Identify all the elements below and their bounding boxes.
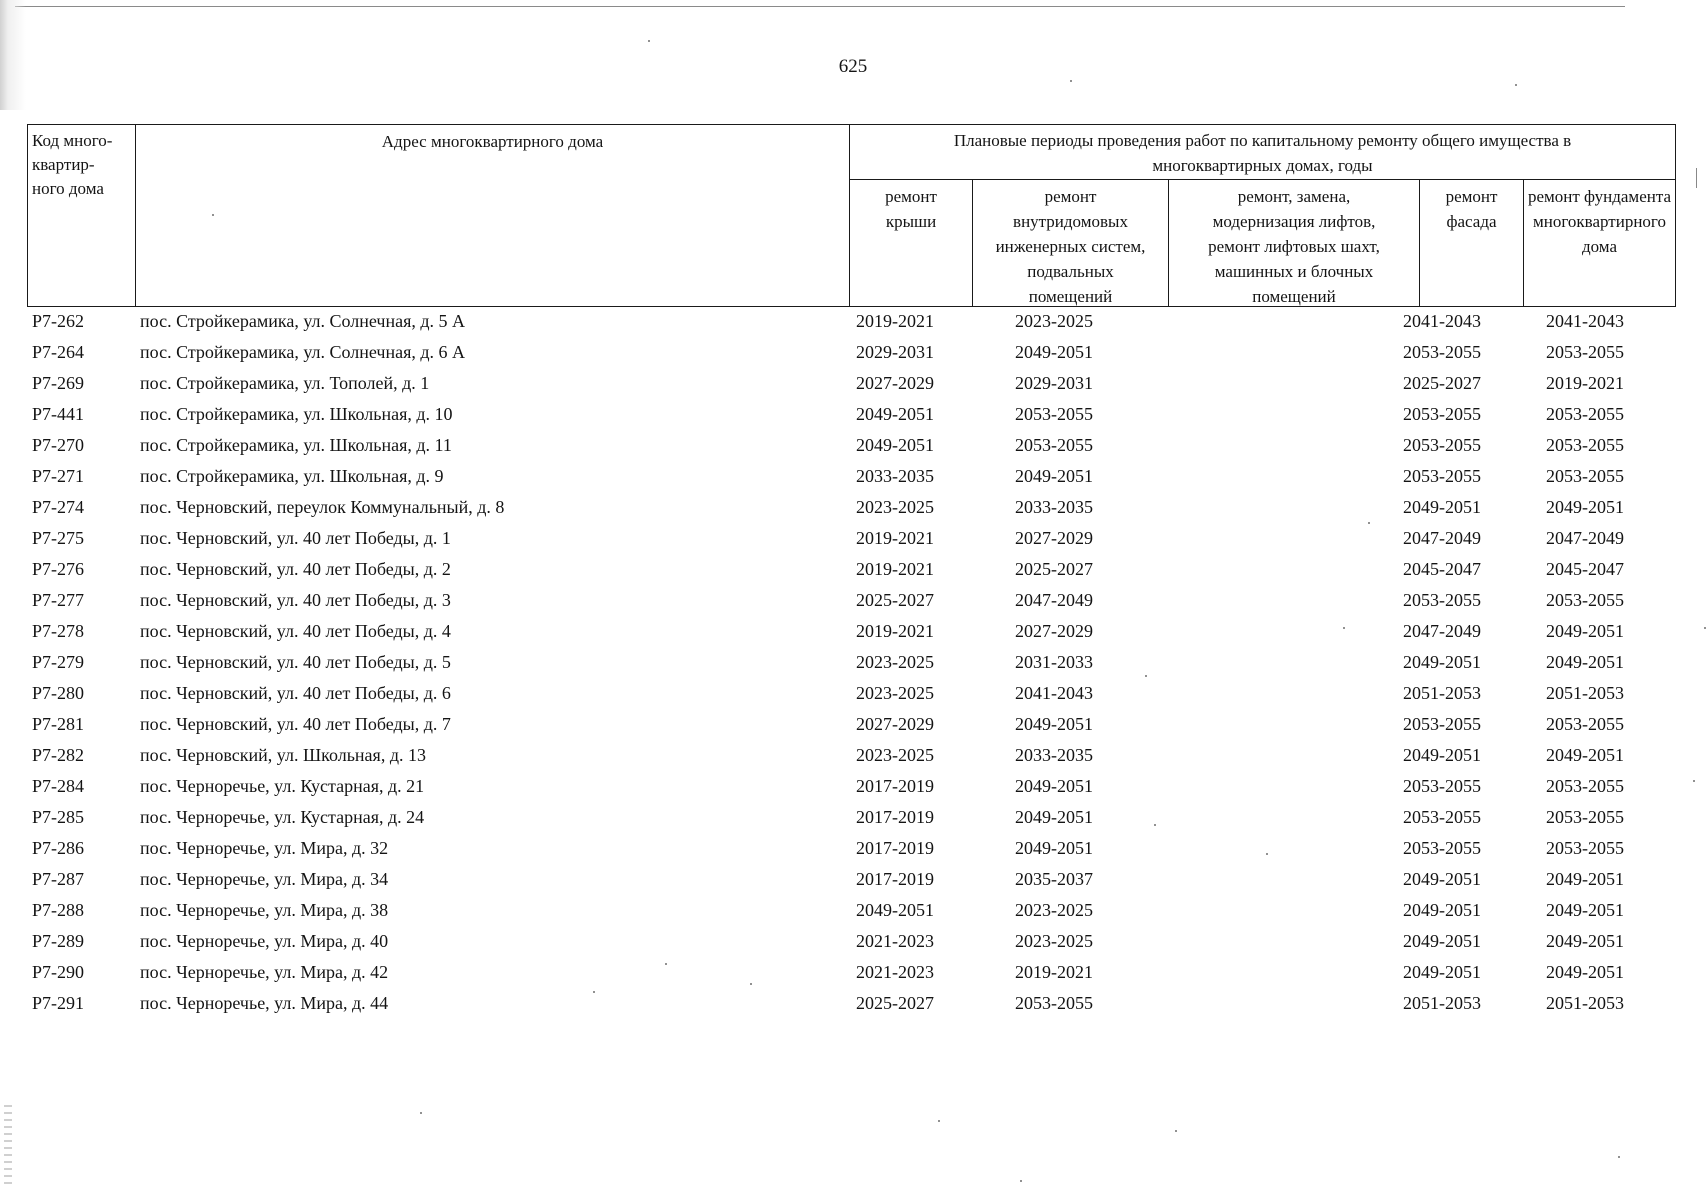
- table-row: [0, 523, 1706, 553]
- row-address: пос. Черновский, ул. 40 лет Победы, д. 1: [140, 528, 451, 548]
- header-facade: ремонт фасада: [1419, 179, 1524, 307]
- row-address: пос. Стройкерамика, ул. Школьная, д. 11: [140, 435, 452, 455]
- row-code: Р7-441: [32, 404, 85, 424]
- table-row: [0, 647, 1706, 677]
- row-roof-period: 2023-2025: [856, 745, 934, 765]
- scan-speck: [1515, 84, 1517, 86]
- header-lifts: ремонт, замена, модернизация лифтов, ремонт лифтовых шахт, машинных и блочных помещений: [1168, 179, 1420, 307]
- row-foundation-period: 2053-2055: [1546, 714, 1624, 734]
- table-row: [0, 616, 1706, 646]
- row-engineering-period: 2027-2029: [1015, 528, 1093, 548]
- table-row: [0, 678, 1706, 708]
- row-facade-period: 2049-2051: [1403, 497, 1481, 517]
- table-row: [0, 492, 1706, 522]
- row-engineering-period: 2023-2025: [1015, 931, 1093, 951]
- row-foundation-period: 2049-2051: [1546, 497, 1624, 517]
- row-roof-period: 2023-2025: [856, 497, 934, 517]
- row-engineering-period: 2049-2051: [1015, 714, 1093, 734]
- table-row: [0, 554, 1706, 584]
- table-row: [0, 771, 1706, 801]
- row-roof-period: 2025-2027: [856, 590, 934, 610]
- row-roof-period: 2027-2029: [856, 714, 934, 734]
- table-row: [0, 399, 1706, 429]
- scan-speck: [1618, 1156, 1620, 1158]
- table-row: [0, 895, 1706, 925]
- row-roof-period: 2033-2035: [856, 466, 934, 486]
- row-roof-period: 2017-2019: [856, 807, 934, 827]
- row-facade-period: 2053-2055: [1403, 404, 1481, 424]
- row-code: Р7-271: [32, 466, 85, 486]
- row-address: пос. Черновский, ул. 40 лет Победы, д. 2: [140, 559, 451, 579]
- row-code: Р7-285: [32, 807, 85, 827]
- table-row: [0, 802, 1706, 832]
- row-code: Р7-269: [32, 373, 85, 393]
- row-address: пос. Черноречье, ул. Мира, д. 44: [140, 993, 389, 1013]
- row-foundation-period: 2049-2051: [1546, 745, 1624, 765]
- table-row: [0, 709, 1706, 739]
- row-foundation-period: 2049-2051: [1546, 931, 1624, 951]
- row-code: Р7-264: [32, 342, 85, 362]
- row-facade-period: 2047-2049: [1403, 528, 1481, 548]
- row-roof-period: 2019-2021: [856, 528, 934, 548]
- row-facade-period: 2053-2055: [1403, 435, 1481, 455]
- row-facade-period: 2051-2053: [1403, 683, 1481, 703]
- table-row: [0, 864, 1706, 894]
- table-row: [0, 833, 1706, 863]
- row-facade-period: 2053-2055: [1403, 590, 1481, 610]
- row-roof-period: 2017-2019: [856, 838, 934, 858]
- row-facade-period: 2025-2027: [1403, 373, 1481, 393]
- row-foundation-period: 2053-2055: [1546, 590, 1624, 610]
- page-number: 625: [838, 56, 868, 77]
- row-foundation-period: 2049-2051: [1546, 962, 1624, 982]
- row-code: Р7-277: [32, 590, 85, 610]
- row-foundation-period: 2041-2043: [1546, 311, 1624, 331]
- row-address: пос. Стройкерамика, ул. Солнечная, д. 6 А: [140, 342, 466, 362]
- row-code: Р7-289: [32, 931, 85, 951]
- row-engineering-period: 2053-2055: [1015, 404, 1093, 424]
- row-address: пос. Стройкерамика, ул. Школьная, д. 9: [140, 466, 444, 486]
- row-foundation-period: 2049-2051: [1546, 869, 1624, 889]
- row-address: пос. Стройкерамика, ул. Солнечная, д. 5 А: [140, 311, 466, 331]
- row-address: пос. Черноречье, ул. Мира, д. 38: [140, 900, 389, 920]
- row-facade-period: 2051-2053: [1403, 993, 1481, 1013]
- row-foundation-period: 2049-2051: [1546, 652, 1624, 672]
- row-roof-period: 2023-2025: [856, 683, 934, 703]
- row-engineering-period: 2041-2043: [1015, 683, 1093, 703]
- row-address: пос. Черновский, ул. Школьная, д. 13: [140, 745, 426, 765]
- header-foundation: ремонт фундамента многоквартирного дома: [1523, 179, 1676, 307]
- row-facade-period: 2049-2051: [1403, 869, 1481, 889]
- row-engineering-period: 2053-2055: [1015, 435, 1093, 455]
- row-address: пос. Черноречье, ул. Кустарная, д. 24: [140, 807, 425, 827]
- row-address: пос. Черноречье, ул. Мира, д. 32: [140, 838, 389, 858]
- row-engineering-period: 2033-2035: [1015, 497, 1093, 517]
- row-facade-period: 2041-2043: [1403, 311, 1481, 331]
- row-code: Р7-276: [32, 559, 85, 579]
- scan-top-border: [15, 6, 1625, 7]
- row-engineering-period: 2049-2051: [1015, 776, 1093, 796]
- table-row: [0, 585, 1706, 615]
- row-address: пос. Черноречье, ул. Кустарная, д. 21: [140, 776, 425, 796]
- row-facade-period: 2045-2047: [1403, 559, 1481, 579]
- scan-speck: [1020, 1180, 1022, 1182]
- table-row: [0, 430, 1706, 460]
- header-address: Адрес многоквартирного дома: [135, 124, 850, 307]
- row-facade-period: 2049-2051: [1403, 962, 1481, 982]
- header-code: Код много- квартир- ного дома: [27, 124, 136, 307]
- row-code: Р7-287: [32, 869, 85, 889]
- row-facade-period: 2047-2049: [1403, 621, 1481, 641]
- scan-edge-shadow: [0, 0, 26, 110]
- row-address: пос. Черновский, ул. 40 лет Победы, д. 6: [140, 683, 451, 703]
- row-code: Р7-290: [32, 962, 85, 982]
- row-facade-period: 2053-2055: [1403, 466, 1481, 486]
- scan-speck: [420, 1112, 422, 1114]
- row-engineering-period: 2049-2051: [1015, 838, 1093, 858]
- row-engineering-period: 2031-2033: [1015, 652, 1093, 672]
- row-foundation-period: 2053-2055: [1546, 466, 1624, 486]
- row-address: пос. Черновский, ул. 40 лет Победы, д. 5: [140, 652, 451, 672]
- row-foundation-period: 2053-2055: [1546, 342, 1624, 362]
- row-code: Р7-262: [32, 311, 85, 331]
- row-code: Р7-281: [32, 714, 85, 734]
- row-roof-period: 2049-2051: [856, 435, 934, 455]
- row-roof-period: 2027-2029: [856, 373, 934, 393]
- row-roof-period: 2019-2021: [856, 621, 934, 641]
- row-roof-period: 2021-2023: [856, 931, 934, 951]
- row-foundation-period: 2045-2047: [1546, 559, 1624, 579]
- row-address: пос. Стройкерамика, ул. Тополей, д. 1: [140, 373, 430, 393]
- table-row: [0, 957, 1706, 987]
- table-row: [0, 337, 1706, 367]
- row-roof-period: 2021-2023: [856, 962, 934, 982]
- row-engineering-period: 2025-2027: [1015, 559, 1093, 579]
- row-foundation-period: 2053-2055: [1546, 838, 1624, 858]
- row-address: пос. Черновский, ул. 40 лет Победы, д. 3: [140, 590, 451, 610]
- row-code: Р7-288: [32, 900, 85, 920]
- row-engineering-period: 2023-2025: [1015, 311, 1093, 331]
- row-foundation-period: 2053-2055: [1546, 776, 1624, 796]
- table-header: [27, 124, 1676, 307]
- row-code: Р7-274: [32, 497, 85, 517]
- row-foundation-period: 2047-2049: [1546, 528, 1624, 548]
- table-row: [0, 306, 1706, 336]
- scan-speck: [938, 1120, 940, 1122]
- row-foundation-period: 2053-2055: [1546, 404, 1624, 424]
- row-code: Р7-275: [32, 528, 85, 548]
- table-row: [0, 368, 1706, 398]
- row-engineering-period: 2035-2037: [1015, 869, 1093, 889]
- row-engineering-period: 2033-2035: [1015, 745, 1093, 765]
- scan-speck: [1070, 80, 1072, 82]
- row-facade-period: 2053-2055: [1403, 342, 1481, 362]
- row-code: Р7-278: [32, 621, 85, 641]
- row-facade-period: 2053-2055: [1403, 838, 1481, 858]
- row-code: Р7-270: [32, 435, 85, 455]
- table-row: [0, 926, 1706, 956]
- row-roof-period: 2029-2031: [856, 342, 934, 362]
- row-roof-period: 2017-2019: [856, 776, 934, 796]
- row-foundation-period: 2051-2053: [1546, 683, 1624, 703]
- row-code: Р7-291: [32, 993, 85, 1013]
- scan-speck: [648, 40, 650, 42]
- row-roof-period: 2019-2021: [856, 559, 934, 579]
- row-foundation-period: 2049-2051: [1546, 621, 1624, 641]
- row-code: Р7-284: [32, 776, 85, 796]
- row-engineering-period: 2049-2051: [1015, 466, 1093, 486]
- header-engineering: ремонт внутридомовых инженерных систем, подвальных помещений: [972, 179, 1169, 307]
- row-code: Р7-280: [32, 683, 85, 703]
- scan-speck: [1175, 1130, 1177, 1132]
- scan-margin-mark: [1696, 168, 1697, 188]
- row-address: пос. Черновский, ул. 40 лет Победы, д. 4: [140, 621, 451, 641]
- row-address: пос. Черноречье, ул. Мира, д. 42: [140, 962, 389, 982]
- row-engineering-period: 2049-2051: [1015, 342, 1093, 362]
- row-engineering-period: 2029-2031: [1015, 373, 1093, 393]
- row-roof-period: 2049-2051: [856, 900, 934, 920]
- row-facade-period: 2053-2055: [1403, 807, 1481, 827]
- table-row: [0, 988, 1706, 1018]
- row-foundation-period: 2053-2055: [1546, 807, 1624, 827]
- row-roof-period: 2023-2025: [856, 652, 934, 672]
- row-foundation-period: 2051-2053: [1546, 993, 1624, 1013]
- row-address: пос. Черновский, ул. 40 лет Победы, д. 7: [140, 714, 451, 734]
- row-code: Р7-282: [32, 745, 85, 765]
- row-foundation-period: 2053-2055: [1546, 435, 1624, 455]
- row-facade-period: 2053-2055: [1403, 776, 1481, 796]
- row-address: пос. Черноречье, ул. Мира, д. 40: [140, 931, 389, 951]
- table-row: [0, 740, 1706, 770]
- row-foundation-period: 2019-2021: [1546, 373, 1624, 393]
- row-address: пос. Стройкерамика, ул. Школьная, д. 10: [140, 404, 453, 424]
- row-facade-period: 2053-2055: [1403, 714, 1481, 734]
- row-facade-period: 2049-2051: [1403, 931, 1481, 951]
- row-facade-period: 2049-2051: [1403, 900, 1481, 920]
- row-facade-period: 2049-2051: [1403, 652, 1481, 672]
- row-address: пос. Черновский, переулок Коммунальный, д. 8: [140, 497, 505, 517]
- row-engineering-period: 2019-2021: [1015, 962, 1093, 982]
- row-roof-period: 2017-2019: [856, 869, 934, 889]
- header-plan-periods: Плановые периоды проведения работ по капитальному ремонту общего имущества в многоквартирных домах, годы: [849, 124, 1676, 180]
- row-code: Р7-279: [32, 652, 85, 672]
- row-address: пос. Черноречье, ул. Мира, д. 34: [140, 869, 389, 889]
- row-foundation-period: 2049-2051: [1546, 900, 1624, 920]
- row-engineering-period: 2047-2049: [1015, 590, 1093, 610]
- row-roof-period: 2019-2021: [856, 311, 934, 331]
- header-roof: ремонт крыши: [849, 179, 973, 307]
- row-engineering-period: 2053-2055: [1015, 993, 1093, 1013]
- table-row: [0, 461, 1706, 491]
- row-engineering-period: 2023-2025: [1015, 900, 1093, 920]
- row-engineering-period: 2049-2051: [1015, 807, 1093, 827]
- row-engineering-period: 2027-2029: [1015, 621, 1093, 641]
- row-roof-period: 2049-2051: [856, 404, 934, 424]
- scan-edge-noise: [4, 1105, 12, 1185]
- row-facade-period: 2049-2051: [1403, 745, 1481, 765]
- row-roof-period: 2025-2027: [856, 993, 934, 1013]
- row-code: Р7-286: [32, 838, 85, 858]
